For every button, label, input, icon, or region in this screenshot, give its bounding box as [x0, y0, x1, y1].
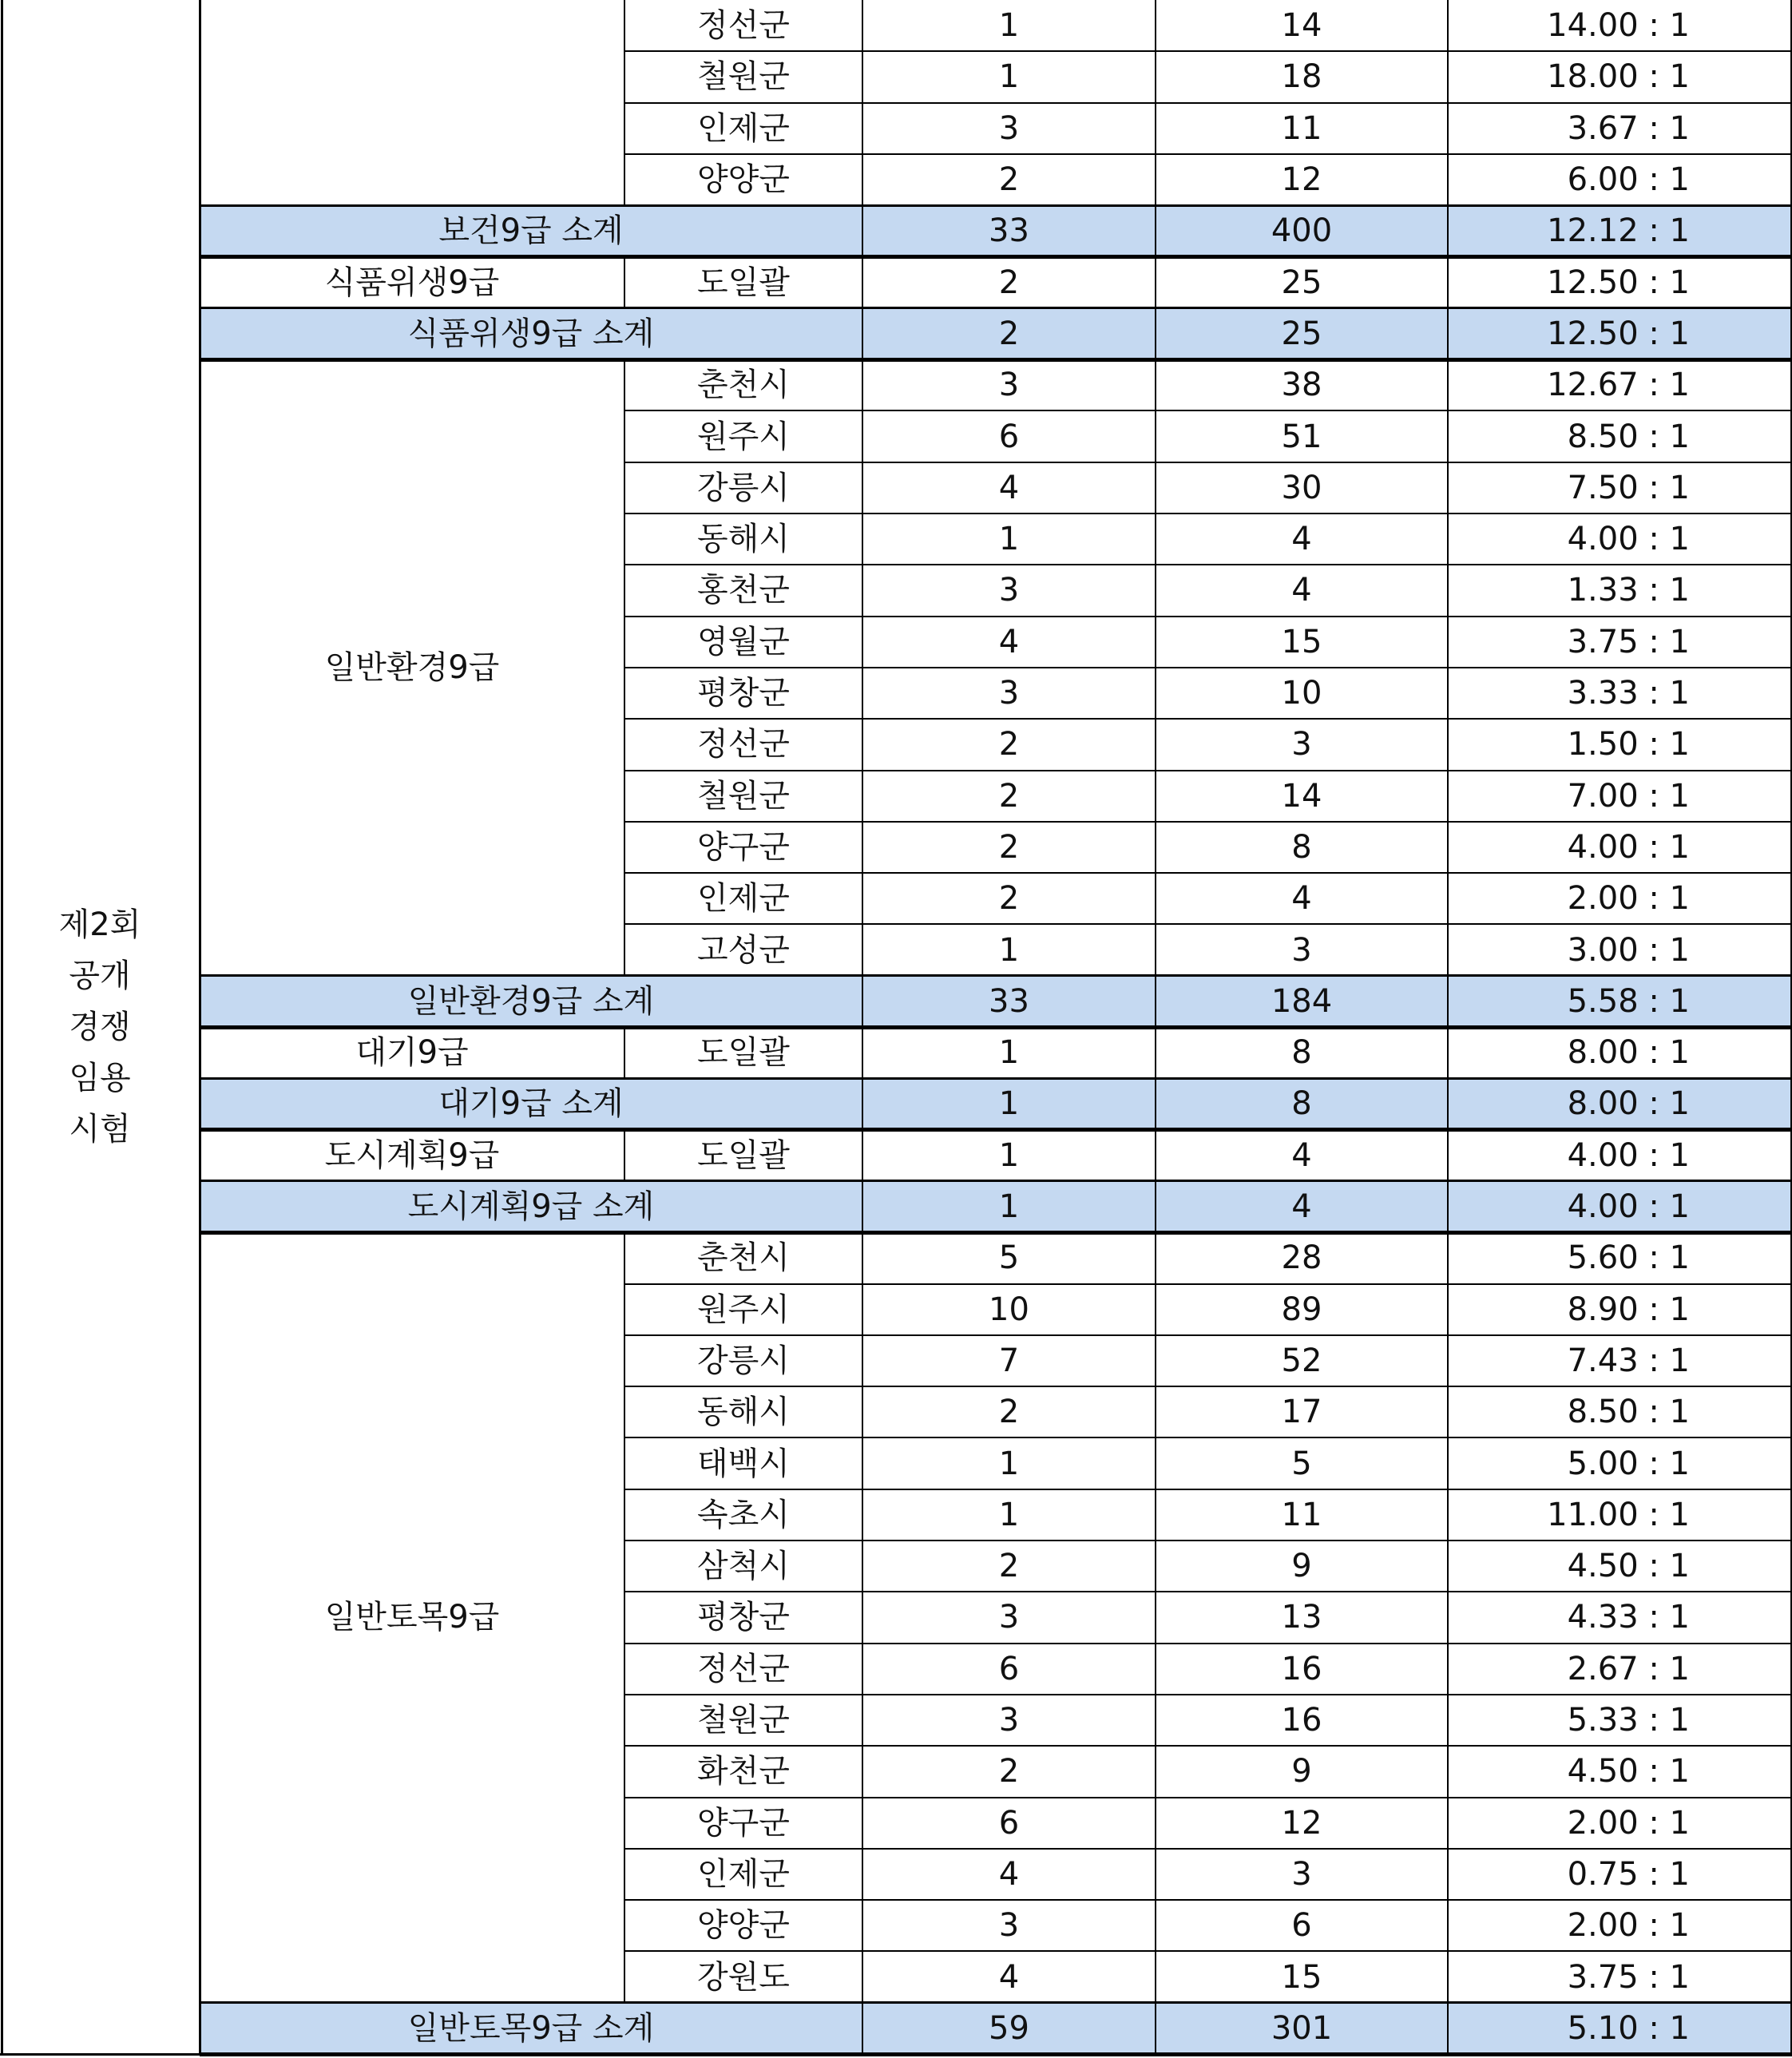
region-cell: 삼척시: [697, 1548, 790, 1585]
subtotal-applicants-cell: 25: [1281, 315, 1322, 352]
openings-cell: 1: [998, 1496, 1020, 1533]
openings-cell: 4: [998, 469, 1020, 506]
openings-cell: 7: [998, 1342, 1020, 1379]
exam-label-cell: [0, 0, 200, 2054]
openings-cell: 5: [998, 1239, 1020, 1277]
applicants-cell: 11: [1281, 109, 1322, 147]
ratio-cell: 5.33 : 1: [1567, 1702, 1690, 1739]
row-border: [200, 2052, 1792, 2056]
ratio-cell: 7.43 : 1: [1567, 1342, 1690, 1379]
row-border: [624, 1950, 1792, 1952]
openings-cell: 1: [998, 1445, 1020, 1482]
subtotal-label-cell: 대기9급 소계: [438, 1085, 624, 1123]
subtotal-applicants-cell: 8: [1291, 1085, 1312, 1123]
row-border: [624, 1643, 1792, 1644]
ratio-cell: 8.50 : 1: [1567, 1394, 1690, 1431]
subtotal-label-cell: 일반환경9급 소계: [407, 982, 655, 1020]
region-cell: 영월군: [697, 623, 790, 660]
row-border: [200, 204, 1792, 207]
row-border: [624, 513, 1792, 514]
ratio-cell: 3.75 : 1: [1567, 1958, 1690, 1996]
ratio-cell: 5.60 : 1: [1567, 1239, 1690, 1277]
row-border: [624, 821, 1792, 823]
ratio-cell: 3.75 : 1: [1567, 623, 1690, 660]
region-cell: 화천군: [697, 1753, 790, 1790]
subtotal-applicants-cell: 400: [1271, 212, 1333, 250]
ratio-cell: 12.50 : 1: [1547, 264, 1690, 301]
row-border: [624, 1489, 1792, 1490]
row-border: [624, 50, 1792, 52]
openings-cell: 4: [998, 623, 1020, 660]
applicants-cell: 13: [1281, 1599, 1322, 1636]
applicants-cell: 17: [1281, 1394, 1322, 1431]
openings-cell: 2: [998, 726, 1020, 763]
ratio-cell: 3.67 : 1: [1567, 109, 1690, 147]
applicants-cell: 18: [1281, 58, 1322, 96]
ratio-cell: 11.00 : 1: [1547, 1496, 1690, 1533]
ratio-cell: 18.00 : 1: [1547, 58, 1690, 96]
applicants-cell: 8: [1291, 1034, 1312, 1072]
applicants-cell: 8: [1291, 828, 1312, 866]
ratio-cell: 8.90 : 1: [1567, 1291, 1690, 1328]
region-cell: 철원군: [697, 777, 790, 815]
openings-cell: 2: [998, 264, 1020, 301]
row-border: [624, 1899, 1792, 1901]
category-cell: 일반토목9급: [324, 1599, 500, 1636]
openings-cell: 2: [998, 828, 1020, 866]
subtotal-ratio-cell: 12.50 : 1: [1547, 315, 1690, 352]
subtotal-applicants-cell: 184: [1271, 982, 1333, 1020]
ratio-cell: 4.00 : 1: [1567, 828, 1690, 866]
applicants-cell: 3: [1291, 1855, 1312, 1893]
openings-cell: 1: [998, 521, 1020, 558]
subtotal-ratio-cell: 8.00 : 1: [1567, 1085, 1690, 1123]
category-cell: 대기9급: [355, 1034, 469, 1072]
openings-cell: 2: [998, 161, 1020, 199]
ratio-cell: 7.50 : 1: [1567, 469, 1690, 506]
applicants-cell: 3: [1291, 931, 1312, 969]
exam-label-line: 공개: [69, 958, 131, 994]
region-cell: 정선군: [697, 726, 790, 763]
ratio-cell: 7.00 : 1: [1567, 777, 1690, 815]
row-border: [624, 923, 1792, 925]
region-cell: 원주시: [697, 418, 790, 455]
subtotal-openings-cell: 1: [998, 1188, 1020, 1226]
openings-cell: 2: [998, 880, 1020, 918]
region-cell: 원주시: [697, 1291, 790, 1328]
exam-label-line: 제2회: [58, 906, 141, 943]
region-cell: 동해시: [697, 521, 790, 558]
column-border: [862, 0, 863, 2054]
row-border: [200, 2001, 1792, 2004]
column-border: [624, 0, 625, 205]
applicants-cell: 4: [1291, 521, 1312, 558]
applicants-cell: 10: [1281, 675, 1322, 712]
row-border: [624, 564, 1792, 565]
row-border: [200, 307, 1792, 309]
category-cell: [200, 0, 624, 205]
region-cell: 고성군: [697, 931, 790, 969]
applicants-cell: 15: [1281, 1958, 1322, 1996]
subtotal-label-cell: 도시계획9급 소계: [407, 1188, 655, 1226]
category-cell: 일반환경9급: [324, 648, 500, 686]
subtotal-applicants-cell: 301: [1271, 2009, 1333, 2047]
ratio-cell: 2.00 : 1: [1567, 1907, 1690, 1945]
applicants-cell: 12: [1281, 161, 1322, 199]
row-border: [624, 667, 1792, 668]
applicants-cell: 3: [1291, 726, 1312, 763]
region-cell: 평창군: [697, 675, 790, 712]
subtotal-openings-cell: 1: [998, 1085, 1020, 1123]
openings-cell: 2: [998, 777, 1020, 815]
region-cell: 도일괄: [697, 264, 790, 301]
openings-cell: 1: [998, 7, 1020, 45]
row-border: [624, 1591, 1792, 1592]
applicants-cell: 9: [1291, 1548, 1312, 1585]
openings-cell: 3: [998, 367, 1020, 404]
row-border: [624, 770, 1792, 771]
region-cell: 강원도: [697, 1958, 790, 1996]
category-cell: 도시계획9급: [324, 1136, 500, 1174]
openings-cell: 3: [998, 675, 1020, 712]
subtotal-ratio-cell: 4.00 : 1: [1567, 1188, 1690, 1226]
applicants-cell: 15: [1281, 623, 1322, 660]
region-cell: 강릉시: [697, 469, 790, 506]
row-border: [624, 153, 1792, 155]
applicants-cell: 6: [1291, 1907, 1312, 1945]
applicants-cell: 11: [1281, 1496, 1322, 1533]
exam-label-line: 시험: [69, 1111, 131, 1148]
openings-cell: 1: [998, 1034, 1020, 1072]
ratio-cell: 2.00 : 1: [1567, 1804, 1690, 1842]
row-border: [624, 1848, 1792, 1850]
ratio-cell: 5.00 : 1: [1567, 1445, 1690, 1482]
ratio-cell: 3.33 : 1: [1567, 675, 1690, 712]
openings-cell: 1: [998, 931, 1020, 969]
column-border: [199, 0, 201, 2054]
column-border: [624, 1027, 625, 1078]
row-border: [200, 1180, 1792, 1182]
region-cell: 인제군: [697, 880, 790, 918]
subtotal-label-cell: 일반토목9급 소계: [407, 2009, 655, 2047]
region-cell: 속초시: [697, 1496, 790, 1533]
region-cell: 도일괄: [697, 1034, 790, 1072]
applicants-cell: 4: [1291, 572, 1312, 609]
applicants-cell: 52: [1281, 1342, 1322, 1379]
ratio-cell: 1.50 : 1: [1567, 726, 1690, 763]
ratio-cell: 4.00 : 1: [1567, 521, 1690, 558]
openings-cell: 4: [998, 1855, 1020, 1893]
applicants-cell: 28: [1281, 1239, 1322, 1277]
applicants-cell: 4: [1291, 880, 1312, 918]
ratio-cell: 8.50 : 1: [1567, 418, 1690, 455]
column-border: [624, 257, 625, 308]
openings-cell: 1: [998, 58, 1020, 96]
region-cell: 평창군: [697, 1599, 790, 1636]
region-cell: 태백시: [697, 1445, 790, 1482]
ratio-cell: 6.00 : 1: [1567, 161, 1690, 199]
region-cell: 양구군: [697, 1804, 790, 1842]
ratio-cell: 8.00 : 1: [1567, 1034, 1690, 1072]
region-cell: 홍천군: [697, 572, 790, 609]
region-cell: 양구군: [697, 828, 790, 866]
subtotal-openings-cell: 59: [989, 2009, 1029, 2047]
openings-cell: 2: [998, 1753, 1020, 1790]
row-border: [624, 1283, 1792, 1285]
column-border: [1155, 0, 1156, 2054]
applicants-cell: 25: [1281, 264, 1322, 301]
region-cell: 동해시: [697, 1394, 790, 1431]
openings-cell: 3: [998, 572, 1020, 609]
row-border: [0, 2053, 200, 2056]
row-border: [624, 102, 1792, 104]
openings-cell: 6: [998, 1804, 1020, 1842]
exam-label-line: 경쟁: [69, 1009, 131, 1045]
row-border: [624, 410, 1792, 411]
applicants-cell: 16: [1281, 1650, 1322, 1687]
region-cell: 강릉시: [697, 1342, 790, 1379]
openings-cell: 3: [998, 109, 1020, 147]
exam-label-line: 임용: [69, 1060, 131, 1096]
row-border: [200, 974, 1792, 977]
row-border: [624, 872, 1792, 874]
applicants-cell: 14: [1281, 777, 1322, 815]
subtotal-openings-cell: 2: [998, 315, 1020, 352]
row-border: [624, 1386, 1792, 1387]
openings-cell: 6: [998, 418, 1020, 455]
region-cell: 춘천시: [697, 367, 790, 404]
row-border: [624, 1694, 1792, 1695]
region-cell: 철원군: [697, 58, 790, 96]
openings-cell: 1: [998, 1136, 1020, 1174]
ratio-cell: 4.50 : 1: [1567, 1548, 1690, 1585]
openings-cell: 3: [998, 1702, 1020, 1739]
row-border: [624, 1334, 1792, 1336]
ratio-cell: 4.00 : 1: [1567, 1136, 1690, 1174]
applicants-cell: 5: [1291, 1445, 1312, 1482]
row-border: [624, 1437, 1792, 1438]
ratio-cell: 1.33 : 1: [1567, 572, 1690, 609]
applicants-cell: 51: [1281, 418, 1322, 455]
column-border: [624, 1232, 625, 2003]
subtotal-applicants-cell: 4: [1291, 1188, 1312, 1226]
ratio-cell: 3.00 : 1: [1567, 931, 1690, 969]
subtotal-openings-cell: 33: [989, 212, 1029, 250]
applicants-cell: 9: [1291, 1753, 1312, 1790]
row-border: [624, 462, 1792, 463]
subtotal-label-cell: 보건9급 소계: [438, 212, 624, 250]
region-cell: 춘천시: [697, 1239, 790, 1277]
row-border: [624, 1540, 1792, 1541]
column-border: [1, 0, 3, 2054]
ratio-cell: 12.67 : 1: [1547, 367, 1690, 404]
column-border: [624, 359, 625, 976]
openings-cell: 2: [998, 1394, 1020, 1431]
subtotal-openings-cell: 33: [989, 982, 1029, 1020]
row-border: [624, 718, 1792, 720]
row-border: [624, 1797, 1792, 1798]
applicants-cell: 38: [1281, 367, 1322, 404]
category-cell: 식품위생9급: [324, 264, 500, 301]
subtotal-ratio-cell: 12.12 : 1: [1547, 212, 1690, 250]
region-cell: 양양군: [697, 1907, 790, 1945]
openings-cell: 3: [998, 1599, 1020, 1636]
ratio-cell: 14.00 : 1: [1547, 7, 1690, 45]
applicants-cell: 12: [1281, 1804, 1322, 1842]
subtotal-label-cell: 식품위생9급 소계: [407, 315, 655, 352]
column-border: [624, 1130, 625, 1181]
row-border: [200, 1077, 1792, 1080]
openings-cell: 10: [989, 1291, 1029, 1328]
applicants-cell: 30: [1281, 469, 1322, 506]
region-cell: 인제군: [697, 109, 790, 147]
openings-cell: 4: [998, 1958, 1020, 1996]
subtotal-ratio-cell: 5.10 : 1: [1567, 2009, 1690, 2047]
openings-cell: 3: [998, 1907, 1020, 1945]
applicants-cell: 16: [1281, 1702, 1322, 1739]
ratio-cell: 2.67 : 1: [1567, 1650, 1690, 1687]
applicants-cell: 89: [1281, 1291, 1322, 1328]
openings-cell: 2: [998, 1548, 1020, 1585]
ratio-cell: 4.50 : 1: [1567, 1753, 1690, 1790]
region-cell: 도일괄: [697, 1136, 790, 1174]
applicants-cell: 14: [1281, 7, 1322, 45]
ratio-cell: 0.75 : 1: [1567, 1855, 1690, 1893]
ratio-cell: 4.33 : 1: [1567, 1599, 1690, 1636]
openings-cell: 6: [998, 1650, 1020, 1687]
region-cell: 인제군: [697, 1855, 790, 1893]
region-cell: 정선군: [697, 1650, 790, 1687]
region-cell: 철원군: [697, 1702, 790, 1739]
row-border: [624, 1745, 1792, 1747]
region-cell: 정선군: [697, 7, 790, 45]
applicants-cell: 4: [1291, 1136, 1312, 1174]
region-cell: 양양군: [697, 161, 790, 199]
row-border: [624, 616, 1792, 617]
column-border: [1447, 0, 1449, 2054]
ratio-cell: 2.00 : 1: [1567, 880, 1690, 918]
subtotal-ratio-cell: 5.58 : 1: [1567, 982, 1690, 1020]
